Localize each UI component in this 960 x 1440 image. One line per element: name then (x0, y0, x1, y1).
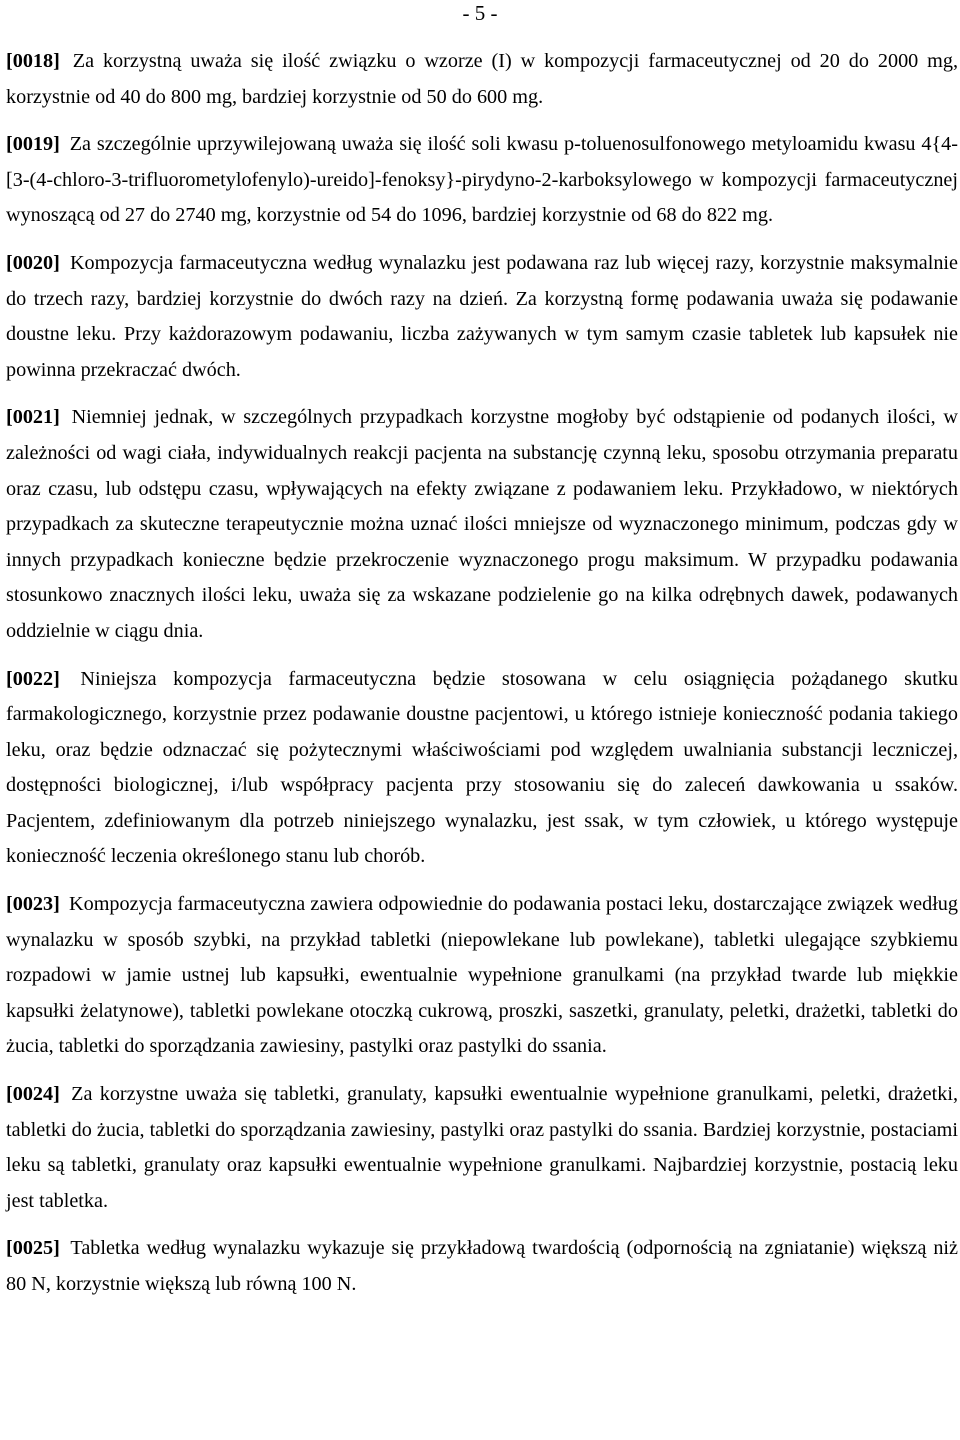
paragraph-id: [0024] (6, 1083, 60, 1106)
document-body (6, 44, 958, 1315)
paragraph-0022 (6, 662, 958, 876)
paragraph-0019 (6, 127, 958, 234)
paragraph-text: Tabletka według wynalazku wykazuje się przykładową twardością (odpornością na zgniatanie) większą niż 80 N, korzystnie większą lub równą 100 N. (6, 1237, 959, 1295)
paragraph-0021 (6, 400, 958, 649)
paragraph-id: [0025] (6, 1237, 60, 1260)
paragraph-0023 (6, 887, 958, 1065)
paragraph-0025 (6, 1231, 958, 1302)
paragraph-text: Kompozycja farmaceutyczna według wynalazku jest podawana raz lub więcej razy, korzystnie maksymalnie do trzech razy, bardziej korzystnie do dwóch razy na dzień. Za korzystną formę podawania uważa się podawanie doustne leku. Przy każdorazowym podawaniu, liczba zażywanych w tym samym czasie tabletek lub kapsułek nie powinna przekraczać dwóch. (6, 251, 959, 381)
paragraph-id: [0018] (6, 50, 60, 72)
paragraph-text: Niemniej jednak, w szczególnych przypadkach korzystne mogłoby być odstąpienie od podanych ilości, w zależności od wagi ciała, indywidualnych reakcji pacjenta na substancję czynną leku, sposobu otrzymania preparatu oraz czasu, lub odstępu czasu, wpływających na efekty związane z podawaniem leku. Przykładowo, w niektórych przypadkach za skuteczne terapeutycznie można uznać ilości mniejsze od wyznaczonego minimum, podczas gdy w innych przypadkach konieczne będzie przekroczenie wyznaczonego progu maksimum. W przypadku podawania stosunkowo znacznych ilości leku, uważa się za wskazane podzielenie go na kilka odrębnych dawek, podawanych oddzielnie w ciągu dnia. (6, 406, 959, 642)
paragraph-text: Niniejsza kompozycja farmaceutyczna będzie stosowana w celu osiągnięcia pożądanego skutku farmakologicznego, korzystnie przez podawanie doustne pacjentowi, u którego istnieje konieczność podania takiego leku, oraz będzie odznaczać się pożytecznymi właściwościami pod względem uwalniania substancji leczniczej, dostępności biologicznej, i/lub współpracy pacjenta przy stosowaniu się do zaleceń dawkowania u ssaków. Pacjentem, zdefiniowanym dla potrzeb niniejszego wynalazku, jest ssak, w tym człowiek, u którego występuje konieczność leczenia określonego stanu lub chorób. (6, 667, 959, 868)
page-number: - 5 - (462, 1, 498, 25)
paragraph-id: [0021] (6, 406, 60, 429)
paragraph-0020 (6, 246, 958, 388)
paragraph-id: [0023] (6, 893, 60, 916)
paragraph-text: Za korzystne uważa się tabletki, granulaty, kapsułki ewentualnie wypełnione granulkami, peletki, drażetki, tabletki do żucia, tabletki do sporządzania zawiesiny, pastylki oraz pastylki do ssania. Bardziej korzystnie, postaciami leku są tabletki, granulaty oraz kapsułki ewentualnie wypełnione granulkami. Najbardziej korzystnie, postacią leku jest tabletka. (6, 1083, 958, 1212)
paragraph-text: Za korzystną uważa się ilość związku o wzorze (I) w kompozycji farmaceutycznej od 20 do 2000 mg, korzystnie od 40 do 800 mg, bardziej korzystnie od 50 do 600 mg. (6, 50, 959, 108)
paragraph-0018 (6, 44, 958, 115)
paragraph-id: [0020] (6, 251, 60, 274)
paragraph-id: [0022] (6, 667, 60, 690)
paragraph-text: Za szczególnie uprzywilejowaną uważa się ilość soli kwasu p-toluenosulfonowego metyloamidu kwasu 4{4-[3-(4-chloro-3-trifluorometylofenylo)-ureido]-fenoksy}-pirydyno-2-karboksylowego w kompozycji farmaceutycznej wynoszącą od 27 do 2740 mg, korzystnie od 54 do 1096, bardziej korzystnie od 68 do 822 mg. (6, 133, 958, 227)
paragraph-text: Kompozycja farmaceutyczna zawiera odpowiednie do podawania postaci leku, dostarczające związek według wynalazku w sposób szybki, na przykład tabletki (niepowlekane lub powlekane), tabletki ulegające szybkiemu rozpadowi w jamie ustnej lub kapsułki, ewentualnie wypełnione granulkami (na przykład twarde lub miękkie kapsułki żelatynowe), tabletki powlekane otoczką cukrową, proszki, saszetki, granulaty, peletki, drażetki, tabletki do żucia, tabletki do sporządzania zawiesiny, pastylki oraz pastylki do ssania. (6, 893, 958, 1058)
paragraph-0024 (6, 1077, 958, 1219)
paragraph-id: [0019] (6, 133, 60, 156)
